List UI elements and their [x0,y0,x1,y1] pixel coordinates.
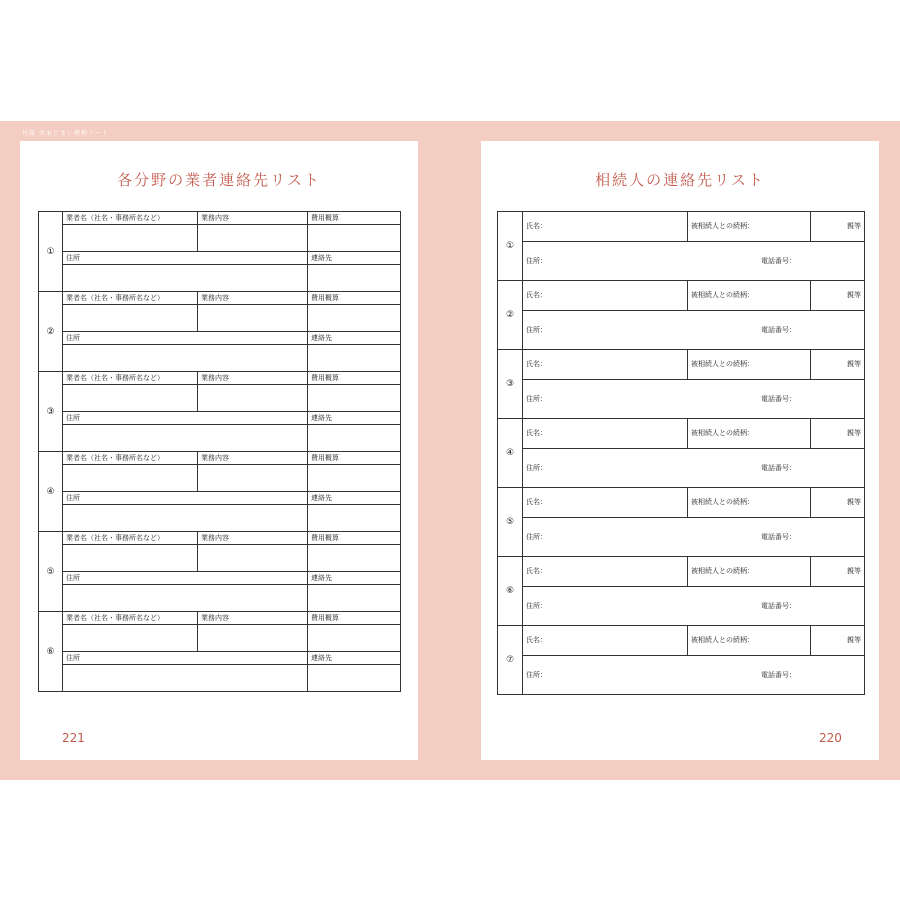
cost-label: 費用概算 [308,212,401,225]
phone-label: 電話番号： [761,670,796,679]
phone-label: 電話番号： [761,394,796,403]
left-page [20,141,418,760]
work-label: 業務内容 [198,452,308,465]
address-label: 住所 [63,652,308,665]
heir-entry [498,281,865,311]
address-label: 住所： [526,325,547,334]
address-phone-field[interactable] [523,655,865,695]
degree-field[interactable] [811,350,865,380]
entry-number: ① [498,212,523,281]
contact-field[interactable] [308,665,401,692]
address-label: 住所 [63,492,308,505]
degree-field[interactable] [811,281,865,311]
vendor-entry [39,532,401,545]
heir-contact-table [497,211,865,695]
address-label: 住所： [526,670,547,679]
relation-field[interactable] [688,350,811,380]
vendor-name-field[interactable] [63,465,198,492]
entry-number: ⑦ [498,626,523,695]
heir-entry [498,419,865,449]
vendor-name-field[interactable] [63,625,198,652]
relation-field[interactable] [688,212,811,242]
page-number: 220 [819,731,842,745]
name-field[interactable] [523,626,688,656]
heir-entry [498,557,865,587]
address-field[interactable] [63,345,308,372]
degree-field[interactable] [811,626,865,656]
vendor-contact-table [38,211,401,692]
vendor-name-label: 業者名（社名・事務所名など） [63,612,198,625]
contact-label: 連絡先 [308,332,401,345]
vendor-name-label: 業者名（社名・事務所名など） [63,532,198,545]
phone-label: 電話番号： [761,325,796,334]
address-field[interactable] [63,425,308,452]
degree-label: 親等 [847,636,861,645]
work-field[interactable] [198,545,308,572]
entry-number: ② [39,292,63,372]
cost-label: 費用概算 [308,292,401,305]
address-phone-field[interactable] [523,241,865,281]
entry-number: ③ [498,350,523,419]
entry-number: ① [39,212,63,292]
contact-field[interactable] [308,345,401,372]
work-label: 業務内容 [198,292,308,305]
name-field[interactable] [523,557,688,587]
contact-field[interactable] [308,585,401,612]
vendor-entry [39,612,401,625]
address-phone-field[interactable] [523,448,865,488]
contact-label: 連絡先 [308,252,401,265]
degree-field[interactable] [811,212,865,242]
cost-label: 費用概算 [308,452,401,465]
vendor-entry [39,372,401,385]
contact-field[interactable] [308,425,401,452]
contact-label: 連絡先 [308,492,401,505]
relation-field[interactable] [688,626,811,656]
relation-field[interactable] [688,488,811,518]
work-field[interactable] [198,385,308,412]
phone-label: 電話番号： [761,463,796,472]
name-label: 氏名： [526,429,547,438]
address-field[interactable] [63,585,308,612]
cost-label: 費用概算 [308,612,401,625]
name-label: 氏名： [526,360,547,369]
relation-field[interactable] [688,419,811,449]
work-field[interactable] [198,305,308,332]
relation-label: 被相続人との続柄： [691,636,754,645]
vendor-name-label: 業者名（社名・事務所名など） [63,292,198,305]
cost-field[interactable] [308,305,401,332]
work-field[interactable] [198,465,308,492]
vendor-entry [39,212,401,225]
entry-number: ⑤ [39,532,63,612]
degree-label: 親等 [847,498,861,507]
vendor-entry [39,292,401,305]
name-field[interactable] [523,281,688,311]
address-label: 住所 [63,332,308,345]
right-page [481,141,879,760]
entry-number: ③ [39,372,63,452]
entry-number: ⑤ [498,488,523,557]
entry-number: ② [498,281,523,350]
entry-number: ④ [39,452,63,532]
vendor-name-label: 業者名（社名・事務所名など） [63,372,198,385]
address-field[interactable] [63,265,308,292]
entry-number: ④ [498,419,523,488]
address-phone-field[interactable] [523,310,865,350]
entry-number: ⑥ [39,612,63,692]
relation-field[interactable] [688,281,811,311]
relation-label: 被相続人との続柄： [691,567,754,576]
relation-label: 被相続人との続柄： [691,222,754,231]
name-field[interactable] [523,350,688,380]
degree-label: 親等 [847,360,861,369]
name-field[interactable] [523,488,688,518]
address-field[interactable] [63,665,308,692]
work-field[interactable] [198,225,308,252]
vendor-entry [39,452,401,465]
vendor-name-label: 業者名（社名・事務所名など） [63,452,198,465]
address-label: 住所： [526,256,547,265]
work-label: 業務内容 [198,212,308,225]
relation-label: 被相続人との続柄： [691,291,754,300]
degree-label: 親等 [847,222,861,231]
degree-label: 親等 [847,567,861,576]
address-phone-field[interactable] [523,379,865,419]
relation-label: 被相続人との続柄： [691,360,754,369]
address-label: 住所： [526,532,547,541]
contact-label: 連絡先 [308,412,401,425]
heir-entry [498,212,865,242]
cost-label: 費用概算 [308,372,401,385]
degree-field[interactable] [811,419,865,449]
cost-field[interactable] [308,385,401,412]
running-header: 付録 実家じまい便利ノート [22,130,109,137]
contact-label: 連絡先 [308,652,401,665]
name-label: 氏名： [526,498,547,507]
relation-field[interactable] [688,557,811,587]
address-label: 住所： [526,601,547,610]
vendor-name-field[interactable] [63,545,198,572]
address-label: 住所： [526,463,547,472]
degree-label: 親等 [847,429,861,438]
address-field[interactable] [63,505,308,532]
cost-field[interactable] [308,545,401,572]
cost-field[interactable] [308,225,401,252]
degree-field[interactable] [811,557,865,587]
contact-field[interactable] [308,265,401,292]
work-field[interactable] [198,625,308,652]
work-label: 業務内容 [198,612,308,625]
phone-label: 電話番号： [761,532,796,541]
vendor-name-field[interactable] [63,385,198,412]
cost-field[interactable] [308,625,401,652]
address-label: 住所 [63,572,308,585]
relation-label: 被相続人との続柄： [691,498,754,507]
name-label: 氏名： [526,291,547,300]
heir-entry [498,488,865,518]
contact-field[interactable] [308,505,401,532]
vendor-name-field[interactable] [63,305,198,332]
degree-label: 親等 [847,291,861,300]
address-phone-field[interactable] [523,586,865,626]
vendor-name-field[interactable] [63,225,198,252]
address-phone-field[interactable] [523,517,865,557]
phone-label: 電話番号： [761,256,796,265]
vendor-name-label: 業者名（社名・事務所名など） [63,212,198,225]
entry-number: ⑥ [498,557,523,626]
address-label: 住所 [63,252,308,265]
page-number: 221 [62,731,85,745]
cost-field[interactable] [308,465,401,492]
name-label: 氏名： [526,222,547,231]
name-field[interactable] [523,419,688,449]
heir-entry [498,350,865,380]
heir-entry [498,626,865,656]
relation-label: 被相続人との続柄： [691,429,754,438]
page-title: 各分野の業者連絡先リスト [117,171,321,189]
address-label: 住所： [526,394,547,403]
work-label: 業務内容 [198,532,308,545]
address-label: 住所 [63,412,308,425]
contact-label: 連絡先 [308,572,401,585]
page-title: 相続人の連絡先リスト [595,171,765,189]
name-label: 氏名： [526,636,547,645]
phone-label: 電話番号： [761,601,796,610]
degree-field[interactable] [811,488,865,518]
name-field[interactable] [523,212,688,242]
work-label: 業務内容 [198,372,308,385]
cost-label: 費用概算 [308,532,401,545]
name-label: 氏名： [526,567,547,576]
